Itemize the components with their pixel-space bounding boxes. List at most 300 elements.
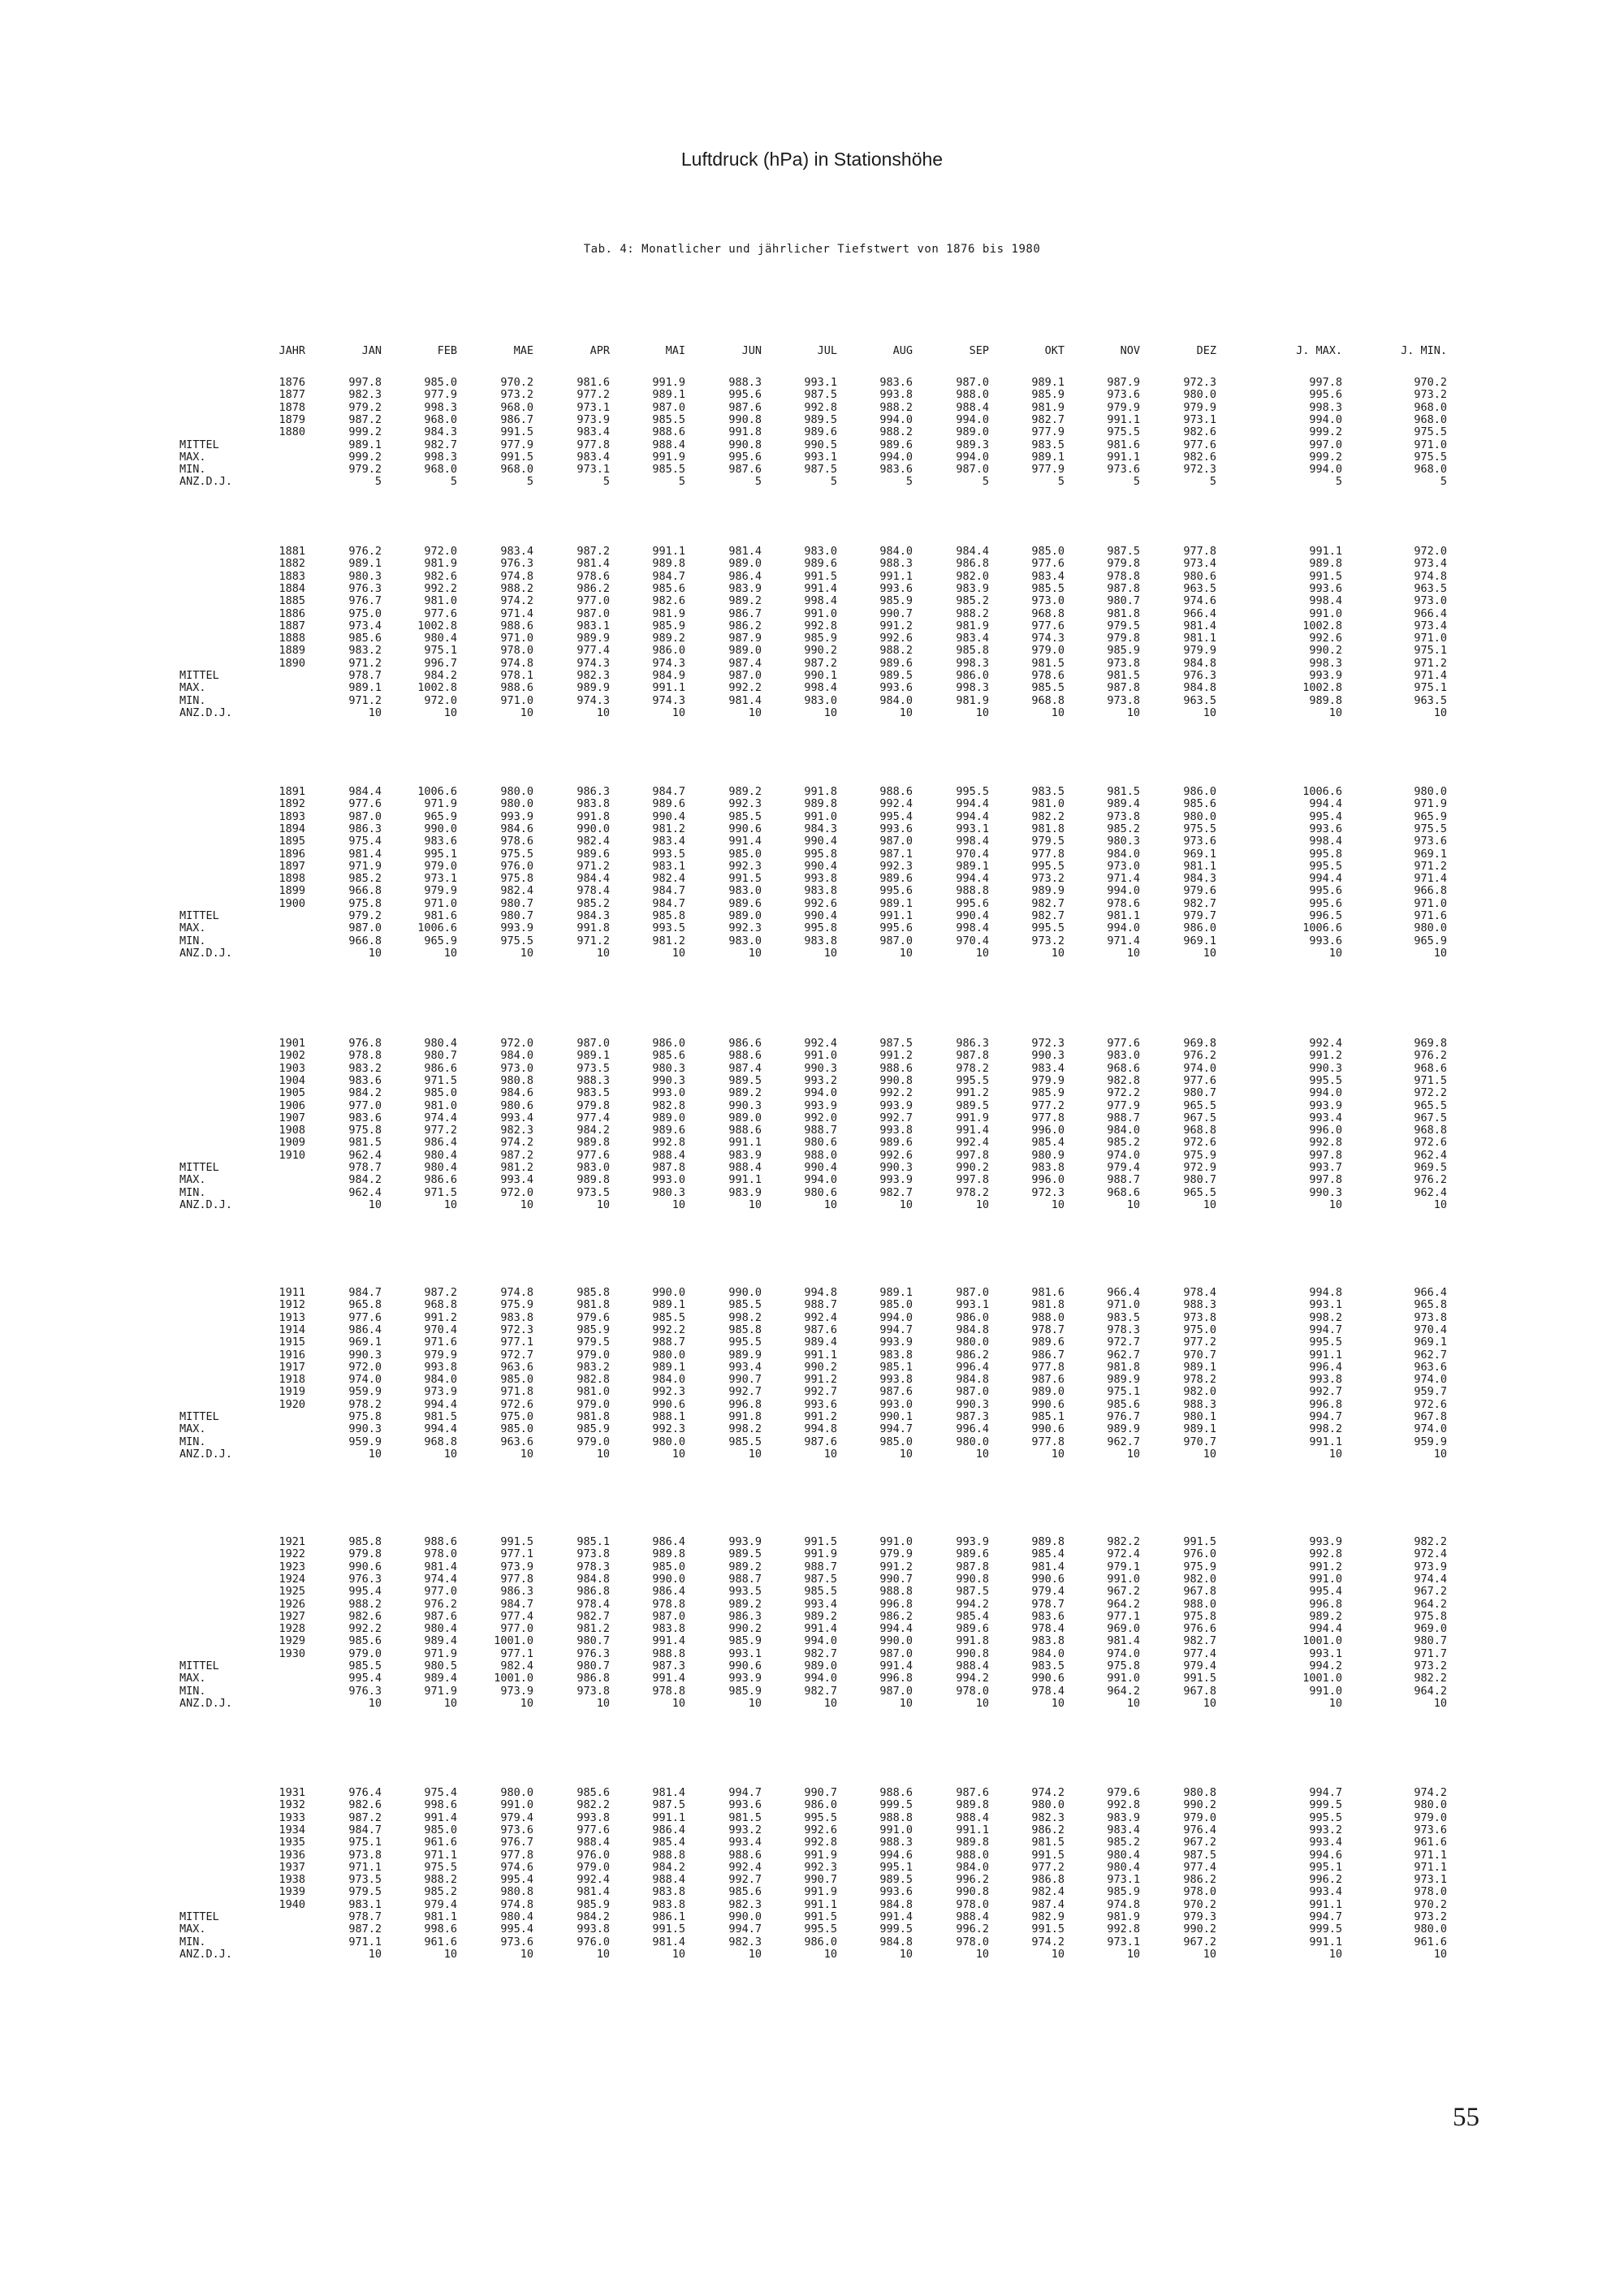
value-cell: 994.8 [804,1286,837,1299]
value-cell: 974.4 [424,1111,457,1124]
summary-value: 985.5 [728,1435,762,1448]
value-cell: 988.0 [804,1148,837,1162]
value-cell: 978.6 [500,835,533,848]
summary-value: 991.1 [728,1173,762,1187]
value-cell: 969.8 [1414,1037,1447,1050]
summary-value: 5 [450,475,457,489]
summary-value: 10 [823,1447,837,1461]
value-cell: 977.6 [1031,557,1065,571]
value-cell: 980.9 [1031,1148,1065,1162]
value-cell: 980.0 [1031,1798,1065,1812]
value-cell: 985.5 [652,412,685,426]
value-cell: 981.4 [1107,1634,1140,1648]
value-cell: 993.9 [1309,1098,1342,1112]
summary-value: 987.8 [652,1161,685,1174]
value-cell: 993.8 [804,872,837,886]
summary-value: 977.8 [577,438,610,451]
value-cell: 981.4 [424,1560,457,1573]
value-cell: 980.8 [500,1885,533,1899]
value-cell: 989.6 [1031,1336,1065,1349]
summary-value: 989.9 [577,681,610,695]
summary-value: 973.1 [1107,1935,1140,1949]
summary-value: 974.3 [652,693,685,707]
value-cell: 992.2 [424,581,457,595]
year-cell: 1921 [279,1535,305,1548]
summary-value: 969.1 [1183,934,1216,947]
summary-value: 965.9 [424,934,457,947]
value-cell: 986.8 [956,557,989,571]
summary-value: 989.1 [348,681,382,695]
value-cell: 989.6 [804,425,837,439]
value-cell: 995.5 [956,1073,989,1087]
summary-value: 989.1 [348,438,382,451]
summary-value: 10 [1203,1947,1216,1961]
summary-value: 995.5 [804,1923,837,1936]
year-cell: 1893 [279,809,305,823]
value-cell: 966.8 [348,884,382,898]
value-cell: 988.6 [500,619,533,632]
summary-value: 975.8 [1107,1659,1140,1672]
value-cell: 978.7 [1031,1597,1065,1611]
value-cell: 975.1 [348,1836,382,1849]
summary-value: 981.1 [424,1910,457,1923]
value-cell: 980.4 [424,1622,457,1636]
value-cell: 974.0 [1107,1148,1140,1162]
value-cell: 974.0 [1107,1646,1140,1660]
value-cell: 993.1 [1309,1298,1342,1312]
value-cell: 988.3 [879,1836,913,1849]
value-cell: 991.2 [1309,1560,1342,1573]
value-cell: 988.4 [956,400,989,414]
value-cell: 968.6 [1107,1061,1140,1075]
summary-value: 1001.0 [1302,1672,1342,1685]
year-cell: 1936 [279,1848,305,1862]
value-cell: 985.2 [577,896,610,910]
value-cell: 973.6 [1183,835,1216,848]
summary-value: 983.4 [577,450,610,464]
summary-value: 981.4 [652,1935,685,1949]
value-cell: 965.8 [1414,1298,1447,1312]
value-cell: 994.4 [1309,1622,1342,1636]
value-cell: 986.7 [728,606,762,620]
value-cell: 971.7 [1414,1646,1447,1660]
value-cell: 993.6 [879,1885,913,1899]
value-cell: 980.4 [1107,1848,1140,1862]
summary-value: 973.5 [577,1185,610,1199]
value-cell: 987.8 [956,1049,989,1063]
summary-value: 977.9 [500,438,533,451]
value-cell: 980.0 [500,797,533,811]
value-cell: 975.1 [1107,1385,1140,1399]
value-cell: 987.9 [728,632,762,645]
summary-value: 978.7 [348,1161,382,1174]
value-cell: 980.4 [424,632,457,645]
value-cell: 998.2 [728,1310,762,1324]
summary-value: 973.6 [1107,463,1140,477]
summary-value: 978.6 [1031,669,1065,682]
summary-value: 979.2 [348,463,382,477]
value-cell: 986.3 [956,1037,989,1050]
year-cell: 1881 [279,545,305,558]
value-cell: 967.5 [1183,1111,1216,1124]
value-cell: 991.2 [879,1560,913,1573]
summary-value: 985.5 [348,1659,382,1672]
value-cell: 970.4 [1414,1323,1447,1336]
value-cell: 985.0 [652,1560,685,1573]
value-cell: 989.6 [728,896,762,910]
value-cell: 979.0 [1031,644,1065,658]
value-cell: 984.7 [348,1286,382,1299]
value-cell: 993.1 [956,1298,989,1312]
value-cell: 993.4 [500,1111,533,1124]
year-cell: 1922 [279,1547,305,1561]
summary-label: MITTEL [179,1659,219,1672]
summary-value: 983.5 [1031,1659,1065,1672]
summary-value: 987.0 [348,921,382,935]
value-cell: 987.4 [728,656,762,670]
value-cell: 998.3 [424,400,457,414]
summary-value: 985.9 [577,1422,610,1436]
value-cell: 982.2 [577,1798,610,1812]
summary-value: 10 [672,1198,685,1211]
summary-value: 10 [1051,1947,1065,1961]
value-cell: 984.0 [500,1049,533,1063]
value-cell: 968.0 [500,400,533,414]
value-cell: 989.4 [424,1634,457,1648]
value-cell: 991.9 [804,1885,837,1899]
year-cell: 1920 [279,1397,305,1411]
value-cell: 971.2 [348,656,382,670]
summary-value: 971.4 [1107,934,1140,947]
value-cell: 989.4 [1107,797,1140,811]
value-cell: 977.2 [577,388,610,402]
value-cell: 989.8 [577,1136,610,1150]
value-cell: 983.8 [652,1622,685,1636]
value-cell: 992.4 [1309,1037,1342,1050]
value-cell: 991.9 [652,376,685,389]
value-cell: 987.4 [1031,1897,1065,1911]
summary-value: 989.0 [728,909,762,922]
summary-value: 993.6 [879,681,913,695]
value-cell: 971.1 [1414,1848,1447,1862]
value-cell: 985.6 [652,581,685,595]
year-cell: 1925 [279,1585,305,1599]
value-cell: 977.4 [577,644,610,658]
summary-value: 990.6 [728,1659,762,1672]
value-cell: 985.5 [728,809,762,823]
value-cell: 1001.0 [1302,1634,1342,1648]
value-cell: 962.7 [1107,1348,1140,1362]
value-cell: 989.8 [1309,557,1342,571]
value-cell: 974.8 [500,569,533,583]
value-cell: 984.0 [1107,1124,1140,1137]
value-cell: 981.4 [652,1786,685,1799]
summary-value: 10 [1051,946,1065,960]
summary-value: 995.8 [804,921,837,935]
value-cell: 981.4 [1183,619,1216,632]
value-cell: 985.9 [1031,388,1065,402]
value-cell: 988.0 [956,388,989,402]
year-cell: 1895 [279,835,305,848]
value-cell: 973.6 [500,1823,533,1836]
value-cell: 980.0 [956,1336,989,1349]
value-cell: 973.8 [348,1848,382,1862]
value-cell: 963.5 [1183,581,1216,595]
value-cell: 988.0 [1031,1310,1065,1324]
summary-value: 989.8 [1309,693,1342,707]
value-cell: 973.0 [1414,594,1447,608]
value-cell: 972.7 [1107,1336,1140,1349]
summary-value: 10 [1203,1447,1216,1461]
value-cell: 995.6 [879,884,913,898]
summary-value: 973.8 [577,1684,610,1698]
value-cell: 982.7 [804,1646,837,1660]
value-cell: 990.6 [1031,1397,1065,1411]
value-cell: 990.8 [956,1885,989,1899]
summary-value: 987.0 [879,1684,913,1698]
summary-value: 10 [520,1198,533,1211]
summary-value: 971.1 [348,1935,382,1949]
page-number: 55 [1453,2103,1479,2132]
value-cell: 986.2 [577,581,610,595]
value-cell: 989.1 [652,388,685,402]
year-cell: 1912 [279,1298,305,1312]
value-cell: 981.1 [1183,632,1216,645]
value-cell: 992.6 [879,1148,913,1162]
value-cell: 976.2 [348,545,382,558]
value-cell: 985.0 [728,847,762,861]
value-cell: 987.8 [1107,581,1140,595]
value-cell: 992.2 [652,1323,685,1336]
summary-label: MITTEL [179,438,219,451]
value-cell: 989.6 [879,656,913,670]
value-cell: 1002.8 [417,619,457,632]
year-cell: 1885 [279,594,305,608]
value-cell: 986.4 [652,1823,685,1836]
value-cell: 980.3 [652,1061,685,1075]
value-cell: 993.0 [879,1397,913,1411]
value-cell: 992.4 [804,1037,837,1050]
value-cell: 998.2 [1309,1310,1342,1324]
value-cell: 998.6 [424,1798,457,1812]
summary-value: 971.0 [1414,438,1447,451]
summary-value: 10 [443,1947,457,1961]
summary-value: 980.4 [424,1161,457,1174]
summary-value: 5 [374,475,382,489]
value-cell: 995.6 [956,896,989,910]
summary-value: 973.2 [1414,1910,1447,1923]
summary-value: 10 [1203,1198,1216,1211]
value-cell: 981.9 [956,619,989,632]
summary-value: 10 [1328,1947,1342,1961]
value-cell: 980.7 [1183,1086,1216,1100]
value-cell: 985.2 [1107,822,1140,835]
summary-value: 976.0 [577,1935,610,1949]
value-cell: 997.8 [1309,1148,1342,1162]
summary-value: 10 [1433,1198,1447,1211]
value-cell: 991.5 [500,1535,533,1548]
year-cell: 1918 [279,1373,305,1387]
value-cell: 975.8 [348,1124,382,1137]
summary-value: 973.6 [500,1935,533,1949]
value-cell: 966.4 [1414,606,1447,620]
value-cell: 985.2 [1107,1136,1140,1150]
value-cell: 987.0 [879,835,913,848]
value-cell: 975.1 [1414,644,1447,658]
value-cell: 980.6 [500,1098,533,1112]
summary-value: 990.3 [348,1422,382,1436]
value-cell: 988.2 [424,1873,457,1887]
summary-value: 982.4 [500,1659,533,1672]
value-cell: 994.8 [1309,1286,1342,1299]
value-cell: 982.0 [956,569,989,583]
value-cell: 992.4 [804,1310,837,1324]
value-cell: 988.7 [804,1298,837,1312]
value-cell: 988.7 [1107,1111,1140,1124]
value-cell: 975.8 [1414,1609,1447,1623]
value-cell: 986.3 [348,822,382,835]
value-cell: 993.2 [804,1073,837,1087]
value-cell: 989.5 [879,1873,913,1887]
value-cell: 974.4 [424,1572,457,1586]
summary-value: 996.2 [956,1923,989,1936]
value-cell: 985.6 [577,1786,610,1799]
value-cell: 993.0 [652,1086,685,1100]
value-cell: 993.5 [652,847,685,861]
value-cell: 981.6 [1031,1286,1065,1299]
value-cell: 995.8 [1309,847,1342,861]
value-cell: 984.3 [804,822,837,835]
value-cell: 984.7 [652,896,685,910]
summary-value: 995.5 [1031,921,1065,935]
value-cell: 984.4 [348,785,382,798]
value-cell: 966.4 [1183,606,1216,620]
summary-value: 989.5 [879,669,913,682]
value-cell: 989.0 [728,1111,762,1124]
summary-label: MIN. [179,1684,206,1698]
value-cell: 978.2 [1183,1373,1216,1387]
summary-label: MIN. [179,693,206,707]
value-cell: 995.5 [956,785,989,798]
value-cell: 992.8 [804,619,837,632]
value-cell: 990.0 [879,1634,913,1648]
value-cell: 992.8 [804,400,837,414]
value-cell: 979.9 [1183,400,1216,414]
value-cell: 975.5 [1183,822,1216,835]
value-cell: 974.6 [500,1860,533,1874]
value-cell: 986.3 [500,1585,533,1599]
value-cell: 990.3 [1309,1061,1342,1075]
summary-value: 993.5 [652,921,685,935]
value-cell: 980.0 [500,1786,533,1799]
summary-value: 987.0 [956,463,989,477]
value-cell: 987.2 [424,1286,457,1299]
value-cell: 974.4 [1414,1572,1447,1586]
value-cell: 983.8 [500,1310,533,1324]
summary-value: 10 [975,1947,989,1961]
summary-value: 982.3 [577,669,610,682]
value-cell: 980.0 [1414,1798,1447,1812]
value-cell: 991.2 [804,1373,837,1387]
value-cell: 984.0 [652,1373,685,1387]
value-cell: 977.9 [424,388,457,402]
value-cell: 998.4 [1309,594,1342,608]
value-cell: 989.5 [956,1098,989,1112]
summary-value: 1006.6 [1302,921,1342,935]
summary-value: 10 [368,1198,382,1211]
value-cell: 971.2 [577,859,610,873]
summary-value: 999.5 [879,1923,913,1936]
value-cell: 983.6 [879,376,913,389]
value-cell: 991.1 [804,1348,837,1362]
value-cell: 993.4 [728,1836,762,1849]
summary-value: 975.5 [500,934,533,947]
summary-value: 10 [1126,946,1140,960]
value-cell: 967.5 [1414,1111,1447,1124]
value-cell: 985.9 [652,619,685,632]
value-cell: 989.5 [804,412,837,426]
value-cell: 971.2 [1414,656,1447,670]
value-cell: 976.2 [424,1597,457,1611]
summary-label: MAX. [179,1422,206,1436]
value-cell: 969.0 [1107,1622,1140,1636]
summary-value: 10 [899,1696,913,1710]
value-cell: 995.5 [1031,859,1065,873]
value-cell: 987.0 [956,376,989,389]
summary-value: 992.3 [652,1422,685,1436]
value-cell: 996.8 [1309,1597,1342,1611]
year-cell: 1898 [279,872,305,886]
summary-value: 968.0 [1414,463,1447,477]
value-cell: 982.7 [1031,896,1065,910]
summary-label: MAX. [179,1173,206,1187]
value-cell: 973.2 [1414,388,1447,402]
value-cell: 977.2 [1031,1098,1065,1112]
value-cell: 998.4 [1309,835,1342,848]
value-cell: 971.0 [424,896,457,910]
value-cell: 973.1 [424,872,457,886]
summary-value: 10 [443,946,457,960]
summary-value: 10 [520,1447,533,1461]
summary-value: 10 [596,1198,610,1211]
value-cell: 964.2 [1414,1597,1447,1611]
column-header: AUG [892,344,913,357]
value-cell: 977.9 [1031,425,1065,439]
value-cell: 968.8 [1183,1124,1216,1137]
summary-value: 987.3 [956,1410,989,1423]
value-cell: 982.6 [652,594,685,608]
value-cell: 999.2 [1309,425,1342,439]
column-header: JAHR [279,344,305,357]
value-cell: 987.1 [879,847,913,861]
value-cell: 989.0 [728,557,762,571]
summary-value: 10 [1126,706,1140,719]
value-cell: 992.6 [1309,632,1342,645]
value-cell: 973.0 [1107,859,1140,873]
value-cell: 985.2 [424,1885,457,1899]
summary-value: 10 [1126,1198,1140,1211]
value-cell: 992.8 [652,1136,685,1150]
summary-value: 981.4 [728,693,762,707]
summary-value: 973.1 [577,463,610,477]
value-cell: 981.4 [1031,1560,1065,1573]
summary-value: 998.3 [424,450,457,464]
value-cell: 973.8 [1183,1310,1216,1324]
value-cell: 977.8 [1183,545,1216,558]
year-cell: 1931 [279,1786,305,1799]
year-cell: 1927 [279,1609,305,1623]
value-cell: 985.9 [879,594,913,608]
